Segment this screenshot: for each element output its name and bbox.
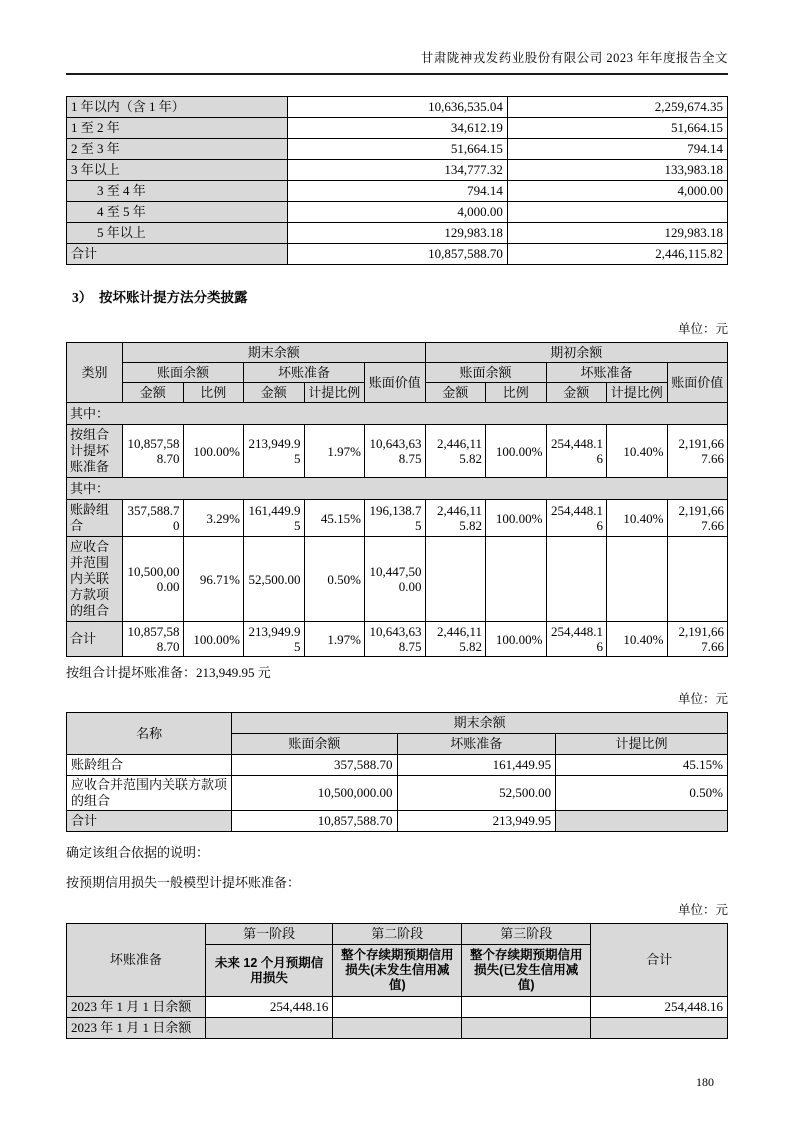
- cell-value: 10,643,638.75: [365, 425, 426, 478]
- subcol-stage1: 未来 12 个月预期信用损失: [205, 945, 333, 997]
- cell-value: 357,588.70: [232, 755, 397, 776]
- table-row: [67, 223, 728, 244]
- col-name: 名称: [67, 713, 232, 755]
- cell-value: 10,857,588.70: [123, 425, 184, 478]
- cell-value: 10,500,000.00: [232, 776, 397, 811]
- aging-total-end-value: 10,857,588.70: [287, 244, 507, 265]
- table-row: [67, 160, 728, 181]
- aging-end-value: 134,777.32: [287, 160, 507, 181]
- aging-begin-value: 4,000.00: [507, 181, 727, 202]
- cell-value: 161,449.95: [244, 500, 305, 537]
- cell-value: 10.40%: [607, 500, 668, 537]
- divider-row: [67, 403, 728, 425]
- unit-label: 单位：元: [677, 692, 728, 706]
- aging-row-label: 3 年以上: [67, 160, 288, 181]
- header-rule: [66, 73, 728, 75]
- table-header-row: [67, 363, 728, 383]
- cell-value: 254,448.16: [591, 997, 728, 1018]
- combo-basis-note: 确定该组合依据的说明：: [66, 845, 210, 860]
- table-row: [67, 118, 728, 139]
- subcol-stage2: 整个存续期预期信用损失(未发生信用减值): [333, 945, 462, 997]
- divider-label: 其中：: [67, 403, 728, 425]
- col-bad-debt: 坏账准备: [67, 924, 206, 997]
- col-total: 合计: [591, 924, 728, 997]
- col-amount: 金额: [425, 383, 486, 403]
- col-bad-debt: 坏账准备: [397, 734, 556, 755]
- cell-value: [425, 537, 486, 622]
- col-bad-debt: 坏账准备: [244, 363, 365, 383]
- table-header-row: [67, 343, 728, 363]
- cell-value: 2,191,667.66: [667, 622, 728, 657]
- cell-value: 10,500,000.00: [123, 537, 184, 622]
- cell-value: 10.40%: [607, 425, 668, 478]
- col-stage3: 第三阶段: [462, 924, 591, 945]
- table-row: [67, 202, 728, 223]
- table-row: [67, 97, 728, 118]
- unit-label: 单位：元: [677, 322, 728, 336]
- cell-value: [546, 537, 607, 622]
- cell-value: [333, 1018, 462, 1039]
- cell-value: 0.50%: [556, 776, 728, 811]
- method-row-label: 按组合计提坏账准备: [67, 425, 123, 478]
- aging-begin-value: 2,259,674.35: [507, 97, 727, 118]
- col-amount: 金额: [244, 383, 305, 403]
- cell-value: 100.00%: [183, 622, 244, 657]
- col-book-value: 账面价值: [365, 363, 426, 403]
- method-total-label: 合计: [67, 622, 123, 657]
- method-row-label: 账龄组合: [67, 500, 123, 537]
- cell-value: 213,949.95: [244, 425, 305, 478]
- cell-value: 254,448.16: [205, 997, 333, 1018]
- aging-begin-value: 794.14: [507, 139, 727, 160]
- stage-row-label: 2023 年 1 月 1 日余额: [67, 1018, 206, 1039]
- cell-value: [462, 1018, 591, 1039]
- ecl-stage-table: [66, 923, 728, 1039]
- cell-value: 52,500.00: [244, 537, 305, 622]
- table-header-row: [67, 713, 728, 734]
- aging-total-label: 合计: [67, 244, 288, 265]
- cell-value: 254,448.16: [546, 425, 607, 478]
- col-book-balance: 账面余额: [425, 363, 546, 383]
- table-row: [67, 755, 728, 776]
- provision-method-table: [66, 342, 728, 657]
- table-row-total: [67, 244, 728, 265]
- aging-row-label: 2 至 3 年: [67, 139, 288, 160]
- cell-value: [667, 537, 728, 622]
- cell-value: [591, 1018, 728, 1039]
- col-provision-ratio: 计提比例: [304, 383, 365, 403]
- aging-end-value: 129,983.18: [287, 223, 507, 244]
- cell-value: [333, 997, 462, 1018]
- col-category: 类别: [67, 343, 123, 403]
- col-end-balance: 期末余额: [123, 343, 426, 363]
- cell-value: 3.29%: [183, 500, 244, 537]
- col-stage2: 第二阶段: [333, 924, 462, 945]
- table-row: [67, 425, 728, 478]
- cell-value: 2,191,667.66: [667, 500, 728, 537]
- cell-value: 254,448.16: [546, 500, 607, 537]
- aging-end-value: 10,636,535.04: [287, 97, 507, 118]
- document-header-title: 甘肃陇神戎发药业股份有限公司 2023 年年度报告全文: [420, 51, 728, 65]
- table-row: [67, 1018, 728, 1039]
- aging-row-label: 4 至 5 年: [67, 202, 288, 223]
- table-row: [67, 776, 728, 811]
- cell-value: 2,446,115.82: [425, 500, 486, 537]
- cell-value: [205, 1018, 333, 1039]
- col-end-balance: 期末余额: [232, 713, 728, 734]
- aging-row-label: 5 年以上: [67, 223, 288, 244]
- aging-begin-value: [507, 202, 727, 223]
- col-book-balance: 账面余额: [123, 363, 244, 383]
- aging-row-label: 1 至 2 年: [67, 118, 288, 139]
- aging-end-value: 794.14: [287, 181, 507, 202]
- cell-value: [486, 537, 547, 622]
- cell-value: [607, 537, 668, 622]
- cell-value: 45.15%: [556, 755, 728, 776]
- cell-value: 0.50%: [304, 537, 365, 622]
- table-row: [67, 500, 728, 537]
- col-bad-debt: 坏账准备: [546, 363, 667, 383]
- cell-value: 100.00%: [486, 500, 547, 537]
- cell-value: 1.97%: [304, 622, 365, 657]
- cell-value: 254,448.16: [546, 622, 607, 657]
- cell-value: 196,138.75: [365, 500, 426, 537]
- col-ratio: 比例: [183, 383, 244, 403]
- aging-begin-value: 51,664.15: [507, 118, 727, 139]
- col-begin-balance: 期初余额: [425, 343, 728, 363]
- cell-value: 45.15%: [304, 500, 365, 537]
- aging-end-value: 4,000.00: [287, 202, 507, 223]
- cell-value: 10,643,638.75: [365, 622, 426, 657]
- table-row-total: [67, 811, 728, 832]
- aging-begin-value: 133,983.18: [507, 160, 727, 181]
- cell-value: 2,446,115.82: [425, 622, 486, 657]
- subcol-stage3: 整个存续期预期信用损失(已发生信用减值): [462, 945, 591, 997]
- cell-value: 96.71%: [183, 537, 244, 622]
- ecl-model-note: 按预期信用损失一般模型计提坏账准备：: [66, 875, 301, 890]
- cell-value: 161,449.95: [397, 755, 556, 776]
- table-row: [67, 139, 728, 160]
- cell-value: 100.00%: [183, 425, 244, 478]
- cell-value: 100.00%: [486, 622, 547, 657]
- cell-value: 2,446,115.82: [425, 425, 486, 478]
- divider-label: 其中：: [67, 478, 728, 500]
- col-ratio: 比例: [486, 383, 547, 403]
- unit-label: 单位：元: [677, 903, 728, 917]
- cell-value: [556, 811, 728, 832]
- aging-row-label: 1 年以内（含 1 年）: [67, 97, 288, 118]
- col-amount: 金额: [546, 383, 607, 403]
- cell-value: 10,857,588.70: [232, 811, 397, 832]
- cell-value: 100.00%: [486, 425, 547, 478]
- portfolio-row-label: 应收合并范围内关联方款项的组合: [67, 776, 232, 811]
- table-row: [67, 997, 728, 1018]
- cell-value: 357,588.70: [123, 500, 184, 537]
- method-row-label: 应收合并范围内关联方款项的组合: [67, 537, 123, 622]
- divider-row: [67, 478, 728, 500]
- page-number: 180: [696, 1075, 714, 1089]
- aging-row-label: 3 至 4 年: [67, 181, 288, 202]
- cell-value: 10.40%: [607, 622, 668, 657]
- cell-value: 213,949.95: [397, 811, 556, 832]
- portfolio-total-label: 合计: [67, 811, 232, 832]
- cell-value: 2,191,667.66: [667, 425, 728, 478]
- cell-value: 52,500.00: [397, 776, 556, 811]
- table-row: [67, 537, 728, 622]
- col-stage1: 第一阶段: [205, 924, 333, 945]
- cell-value: 213,949.95: [244, 622, 305, 657]
- col-provision-ratio: 计提比例: [556, 734, 728, 755]
- col-book-balance: 账面余额: [232, 734, 397, 755]
- cell-value: 1.97%: [304, 425, 365, 478]
- aging-table: [66, 96, 728, 265]
- table-row-total: [67, 622, 728, 657]
- aging-end-value: 51,664.15: [287, 139, 507, 160]
- portfolio-table: [66, 712, 728, 832]
- cell-value: [462, 997, 591, 1018]
- aging-total-begin-value: 2,446,115.82: [507, 244, 727, 265]
- section-heading: 3） 按坏账计提方法分类披露: [72, 290, 248, 305]
- col-book-value: 账面价值: [667, 363, 728, 403]
- col-provision-ratio: 计提比例: [607, 383, 668, 403]
- stage-row-label: 2023 年 1 月 1 日余额: [67, 997, 206, 1018]
- aging-end-value: 34,612.19: [287, 118, 507, 139]
- table-header-row: [67, 924, 728, 945]
- combo-provision-note: 按组合计提坏账准备：213,949.95 元: [66, 665, 271, 680]
- cell-value: 10,857,588.70: [123, 622, 184, 657]
- col-amount: 金额: [123, 383, 184, 403]
- aging-begin-value: 129,983.18: [507, 223, 727, 244]
- cell-value: 10,447,500.00: [365, 537, 426, 622]
- portfolio-row-label: 账龄组合: [67, 755, 232, 776]
- table-row: [67, 181, 728, 202]
